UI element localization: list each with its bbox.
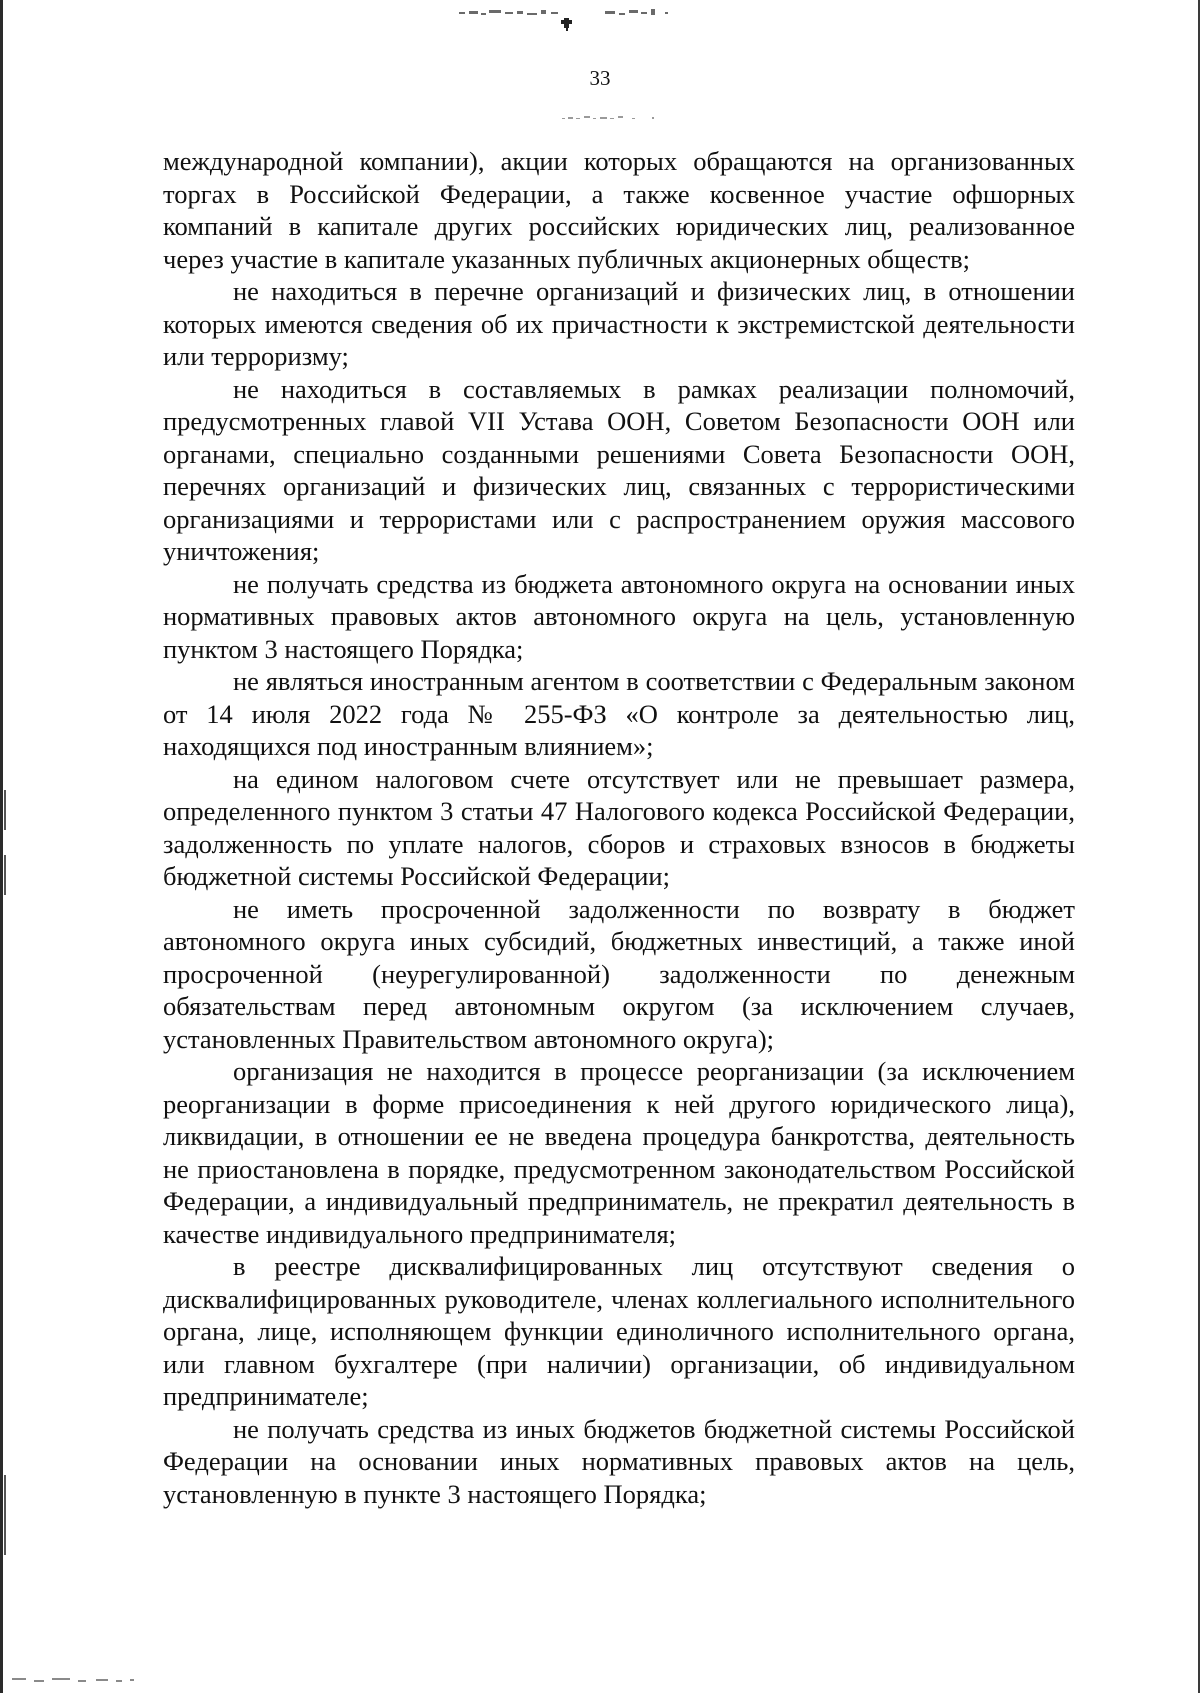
scan-left-edge: [0, 0, 3, 1693]
page-number: 33: [589, 66, 611, 90]
paragraph-foreign-agent: не являться иностранным агентом в соответствии с Федеральным законом от 14 июля 2022 года № 255-ФЗ «О контроле за деятельностью лиц, находящихся под иностранным влиянием»;: [163, 666, 1075, 761]
paragraph-reorganization: организация не находится в процессе реорганизации (за исключением реорганизации в форме присоединения к ней другого юридического лица), ликвидации, в отношении ее не введена процедура банкротства, деятельность не приостановлена в порядке, предусмотренном законодательством Российской Федерации, а индивидуальный предприниматель, не прекратил деятельность в качестве индивидуального предпринимателя;: [163, 1056, 1075, 1249]
scan-side-mark: [4, 855, 6, 895]
paragraph-extremism-list: не находиться в перечне организаций и физических лиц, в отношении которых имеются сведения об их причастности к экстремистской деятельности или терроризму;: [163, 276, 1075, 371]
scan-side-mark: [4, 790, 6, 830]
paragraph-disqualified-registry: в реестре дисквалифицированных лиц отсутствуют сведения о дисквалифицированных руководителе, членах коллегиального исполнительного органа, лице, исполняющем функции единоличного исполнительного органа, или главном бухгалтере (при наличии) организации, об индивидуальном предпринимателе;: [163, 1251, 1075, 1411]
scan-noise-top: [455, 6, 745, 32]
scan-noise-bottom: [4, 1668, 154, 1688]
document-body: [163, 145, 1075, 1510]
paragraph-un-lists: не находиться в составляемых в рамках реализации полномочий, предусмотренных главой VII Устава ООН, Советом Безопасности ООН или органами, специально созданными решениями Совета Безопасности ООН, перечнях организаций и физических лиц, связанных с террористическими организациями и террористами или с распространением оружия массового уничтожения;: [163, 373, 1075, 566]
paragraph-no-other-budgets: не получать средства из иных бюджетов бюджетной системы Российской Федерации на основании иных нормативных правовых актов на цель, установленную в пункте 3 настоящего Порядка;: [163, 1413, 1075, 1509]
scan-side-mark: [4, 1475, 6, 1555]
paragraph-tax-account: на едином налоговом счете отсутствует или не превышает размера, определенного пунктом 3 статьи 47 Налогового кодекса Российской Федерации, задолженность по уплате налогов, сборов и страховых взносов в бюджеты бюджетной системы Российской Федерации;: [163, 763, 1075, 891]
paragraph-no-okrug-funds: не получать средства из бюджета автономного округа на основании иных нормативных правовых актов автономного округа на цель, установленную пунктом 3 настоящего Порядка;: [163, 568, 1075, 664]
scan-noise-mid: [560, 112, 670, 126]
paragraph-overdue-debt: не иметь просроченной задолженности по возврату в бюджет автономного округа иных субсидий, бюджетных инвестиций, а также иной просроченной (неурегулированной) задолженности по денежным обязательствам перед автономным округом (за исключением случаев, установленных Правительством автономного округа);: [163, 893, 1075, 1054]
paragraph-continuation: международной компании), акции которых обращаются на организованных торгах в Российской Федерации, а также косвенное участие офшорных компаний в капитале других российских юридических лиц, реализованное через участие в капитале указанных публичных акционерных обществ;: [163, 146, 1075, 274]
